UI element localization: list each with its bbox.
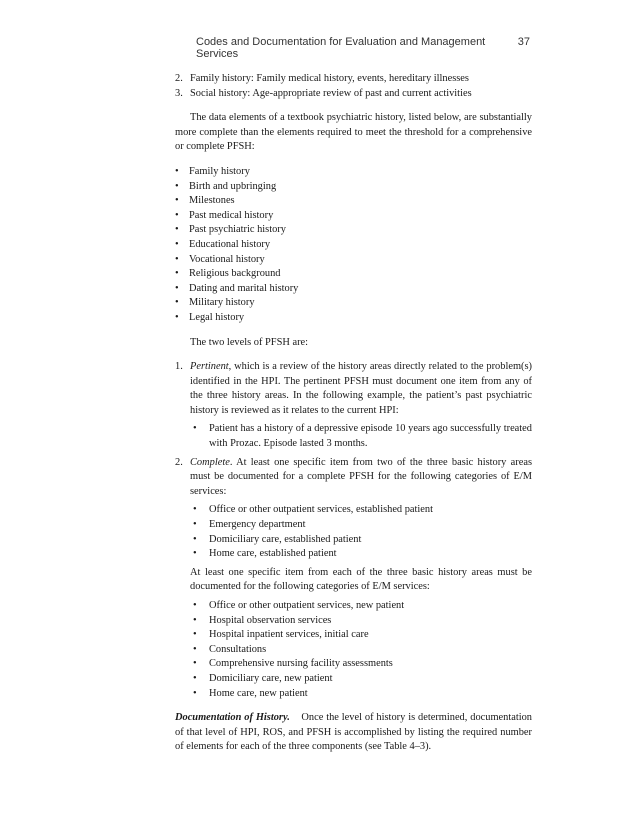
- bullet-item: • Dating and marital history: [175, 282, 299, 294]
- bullet-item: • Office or other outpatient services, new patient: [193, 600, 405, 611]
- bullet-item: • Milestones: [175, 195, 235, 207]
- bullet-item: • Office or other outpatient services, established patient: [193, 504, 433, 516]
- bullet-item: • Patient has a history of a depressive episode 10 years ago successfully treated with Prozac. Episode lasted 3 months.: [193, 423, 532, 450]
- bullet-item: • Vocational history: [175, 253, 265, 265]
- paragraph-pfsh-levels: The two levels of PFSH are:: [190, 336, 309, 348]
- bullet-item: • Military history: [175, 297, 255, 309]
- pertinent-example: Patient has a history of a depressive episode 10 years ago successfully treated with Prozac. Episode lasted 3 months.: [209, 423, 532, 450]
- bullet-item: • Family history: [175, 165, 250, 177]
- history-components-list: [175, 72, 532, 101]
- list-item: [175, 87, 532, 102]
- level-pertinent: [175, 360, 532, 452]
- running-title: Codes and Documentation for Evaluation and Management Services: [196, 36, 486, 60]
- bullet-item: • Hospital observation services: [193, 614, 332, 626]
- bullet-item: • Educational history: [175, 238, 271, 250]
- list-number: 2.: [175, 456, 183, 468]
- term-pertinent: Pertinent: [190, 361, 229, 373]
- bullet-item: • Domiciliary care, new patient: [193, 672, 333, 684]
- list-number: 1.: [175, 361, 183, 373]
- complete-categories-list-a: [190, 503, 532, 561]
- paragraph-documentation-of-history: [175, 711, 532, 755]
- pertinent-example-list: [190, 422, 532, 451]
- complete-categories-list-b: [190, 599, 532, 701]
- bullet-item: • Legal history: [175, 311, 245, 323]
- bullet-item: • Religious background: [175, 268, 281, 280]
- complete-description-2: At least one specific item from each of the three basic history areas must be documented for the following categories of E/M services:: [190, 566, 532, 593]
- bullet-item: • Consultations: [193, 643, 267, 655]
- documentation-text: Once the level of history is determined, documentation of that level of HPI, ROS, and PFSH is accomplished by listing the required number of elements for each of the three components (see Table 4–3).: [175, 712, 532, 753]
- list-item-text: Family history: Family medical history, events, hereditary illnesses: [190, 73, 469, 84]
- page-body: [175, 72, 532, 755]
- page-number: 37: [517, 36, 530, 48]
- bullet-item: • Comprehensive nursing facility assessments: [193, 658, 393, 670]
- psychiatric-history-elements-list: [175, 165, 532, 326]
- pertinent-description: , which is a review of the history areas directly related to the problem(s) identified in the HPI. The pertinent PFSH must document one item from any of the three history areas. In the following example, the patient’s past psychiatric history is reviewed as it relates to the current HPI:: [190, 361, 532, 416]
- bullet-item: • Past psychiatric history: [175, 224, 286, 236]
- bullet-item: • Birth and upbringing: [175, 180, 277, 192]
- section-heading: Documentation of History.: [175, 712, 290, 724]
- bullet-item: • Past medical history: [175, 209, 274, 221]
- level-complete: [175, 456, 532, 702]
- paragraph-psychiatric-history: The data elements of a textbook psychiatric history, listed below, are substantially more complete than the elements required to meet the threshold for a comprehensive or complete PFSH:: [175, 112, 532, 153]
- bullet-item: • Hospital inpatient services, initial care: [193, 629, 369, 641]
- bullet-item: • Home care, established patient: [193, 548, 337, 560]
- list-number: 3.: [175, 87, 183, 99]
- list-number: 2.: [175, 73, 183, 84]
- list-item: [175, 72, 532, 87]
- pfsh-levels-list: [175, 360, 532, 701]
- bullet-item: • Domiciliary care, established patient: [193, 533, 362, 545]
- list-item-text: Social history: Age-appropriate review of past and current activities: [190, 87, 472, 99]
- term-complete: Complete: [190, 456, 230, 468]
- bullet-item: • Emergency department: [193, 519, 306, 531]
- running-header: [196, 36, 530, 60]
- complete-description: . At least one specific item from two of the three basic history areas must be documented for a complete PFSH for the following categories of E/M services:: [190, 456, 532, 497]
- bullet-item: • Home care, new patient: [193, 687, 308, 699]
